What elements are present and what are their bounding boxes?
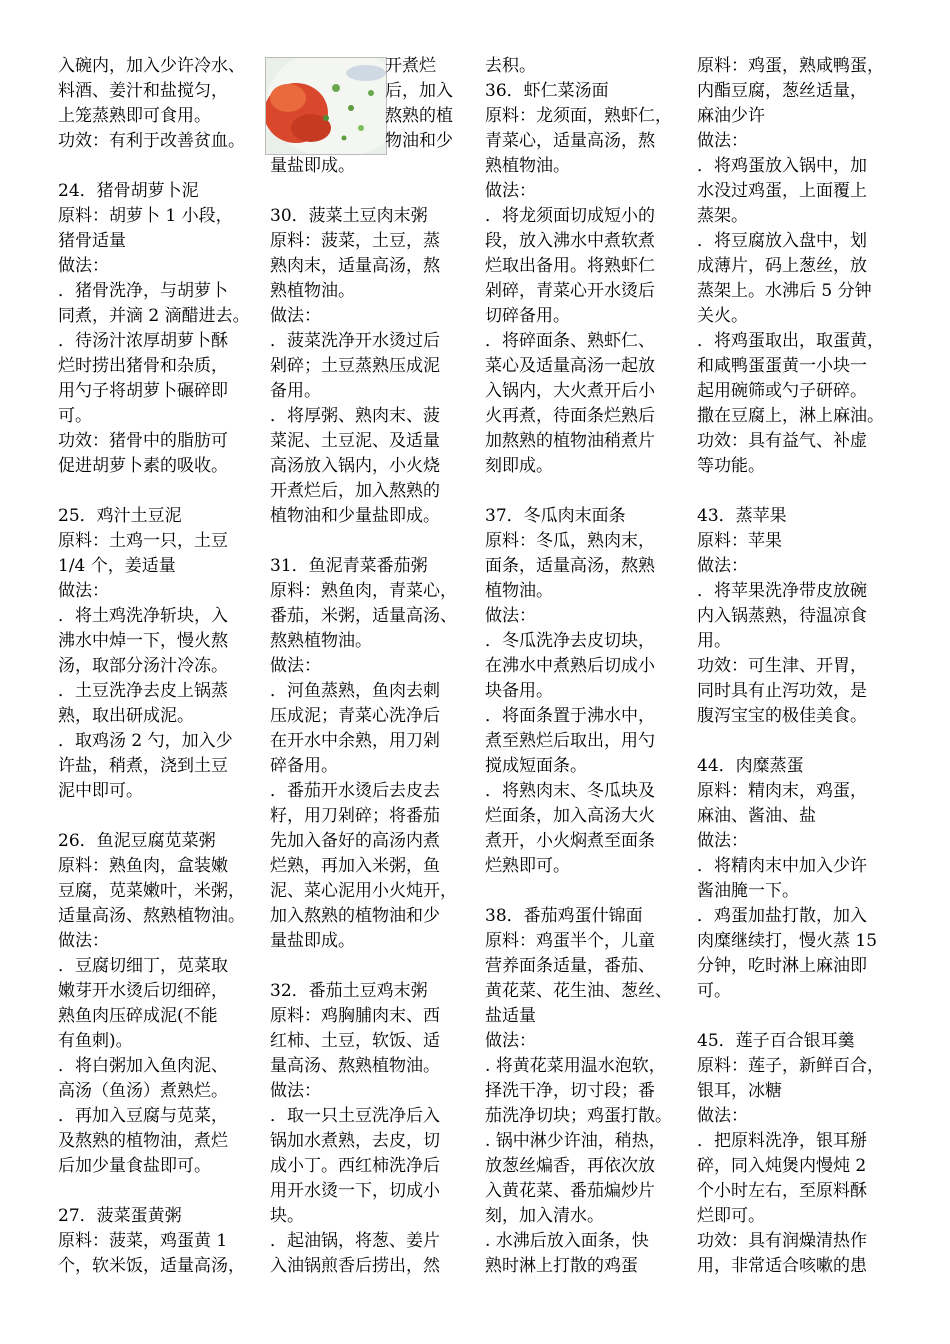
text-line: ．起油锅，将葱、姜片: [270, 1231, 440, 1251]
text-line: 豆腐，苋菜嫩叶，米粥，: [58, 881, 245, 901]
text-line: 内酯豆腐，葱丝适量，: [697, 81, 867, 101]
blank-line: [270, 179, 470, 204]
text-line: 内入锅蒸熟，待温凉食: [697, 606, 867, 626]
text-line: 水没过鸡蛋，上面覆上: [697, 181, 867, 201]
text-line: 45．莲子百合银耳羹: [697, 1031, 855, 1051]
text-line: ．将鸡蛋放入锅中，加: [697, 156, 867, 176]
text-line: 烂面条，加入高汤大火: [485, 806, 655, 826]
text-line: 及熬熟的植物油，煮烂: [58, 1131, 228, 1151]
text-line: 银耳，冰糖: [697, 1081, 782, 1101]
text-line: 37．冬瓜肉末面条: [485, 506, 626, 526]
text-line: 备用。: [270, 381, 321, 401]
text-line: 汤，取部分汤汁冷冻。: [58, 656, 228, 676]
text-line: 去积。: [485, 56, 536, 76]
text-line: 番茄，米粥，适量高汤、: [270, 606, 457, 626]
text-line: 30．菠菜土豆肉末粥: [270, 206, 428, 226]
text-line: ．将碎面条、熟虾仁、: [485, 331, 655, 351]
text-line: ．鸡蛋加盐打散，加入: [697, 906, 867, 926]
text-line: ．把原料洗净，银耳掰: [697, 1131, 867, 1151]
text-line: 38．番茄鸡蛋什锦面: [485, 906, 643, 926]
text-line: ．将白粥加入鱼肉泥、: [58, 1056, 228, 1076]
text-line: 高汤放入锅内，小火烧: [270, 456, 440, 476]
blank-line: [697, 1004, 897, 1029]
text-line: 植物油和少量盐即成。: [270, 506, 440, 526]
text-line: 熟肉末，适量高汤，熬: [270, 256, 440, 276]
text-line: ．待汤汁浓厚胡萝卜酥: [58, 331, 228, 351]
text-line: 剁碎，青菜心开水烫后: [485, 281, 655, 301]
text-line: 做法：: [270, 1081, 321, 1101]
text-line: 酱油腌一下。: [697, 881, 799, 901]
text-line: ．河鱼蒸熟，鱼肉去刺: [270, 681, 440, 701]
text-line: 原料：莲子，新鲜百合，: [697, 1056, 884, 1076]
text-line: 刻，加入清水。: [485, 1206, 604, 1226]
text-line: 菜泥、土豆泥、及适量: [270, 431, 440, 451]
text-line: 压成泥；青菜心洗净后: [270, 706, 440, 726]
text-line: ．将面条置于沸水中，: [485, 706, 655, 726]
text-line: 搅成短面条。: [485, 756, 587, 776]
text-line: 功效：具有益气、补虚: [697, 431, 867, 451]
text-line: 功效：可生津、开胃，: [697, 656, 867, 676]
blank-line: [58, 479, 258, 504]
text-line: 27．菠菜蛋黄粥: [58, 1206, 182, 1226]
text-line: 成小丁。西红柿洗净后: [270, 1156, 440, 1176]
text-column-3: [485, 54, 685, 1279]
text-line: 在沸水中煮熟后切成小: [485, 656, 655, 676]
text-line: 原料：胡萝卜 1 小段，: [58, 206, 233, 226]
text-line: 后加少量食盐即可。: [58, 1156, 211, 1176]
text-line: 用勺子将胡萝卜碾碎即: [58, 381, 228, 401]
text-line: 沸水中焯一下，慢火熬: [58, 631, 228, 651]
text-line: 原料：苹果: [697, 531, 782, 551]
text-line: 原料：土鸡一只，土豆: [58, 531, 228, 551]
text-line: 籽，用刀剁碎；将番茄: [270, 806, 440, 826]
text-line: . 锅中淋少许油，稍热，: [485, 1131, 666, 1151]
text-line: 做法：: [58, 581, 109, 601]
text-line: 原料：鸡蛋，熟咸鸭蛋，: [697, 56, 884, 76]
text-line: 加熬熟的植物油稍煮片: [485, 431, 655, 451]
text-line: 碎，同入炖煲内慢炖 2: [697, 1156, 867, 1176]
text-line: 个小时左右，至原料酥: [697, 1181, 867, 1201]
text-line: 做法：: [270, 306, 321, 326]
text-line: ．菠菜洗净开水烫过后: [270, 331, 440, 351]
text-line: 茄洗净切块；鸡蛋打散。: [485, 1106, 672, 1126]
text-line: 肉糜继续打，慢火蒸 15: [697, 931, 878, 951]
text-line: 原料：龙须面，熟虾仁，: [485, 106, 672, 126]
text-line: ．将苹果洗净带皮放碗: [697, 581, 867, 601]
text-line: 烂取出备用。将熟虾仁: [485, 256, 655, 276]
text-line: 段，放入沸水中煮软煮: [485, 231, 655, 251]
text-line: 24．猪骨胡萝卜泥: [58, 181, 199, 201]
text-line: 25．鸡汁土豆泥: [58, 506, 182, 526]
text-line: 营养面条适量，番茄、: [485, 956, 655, 976]
text-line: 做法：: [697, 1106, 748, 1126]
blank-line: [697, 729, 897, 754]
text-line: 原料：鸡蛋半个，儿童: [485, 931, 655, 951]
text-line: ．土豆洗净去皮上锅蒸: [58, 681, 228, 701]
text-line: 入碗内，加入少许冷水、: [58, 56, 245, 76]
text-line: 同时具有止泻功效，是: [697, 681, 867, 701]
text-line: 可。: [58, 406, 92, 426]
text-line: 上笼蒸熟即可食用。: [58, 106, 211, 126]
text-line: 做法：: [58, 931, 109, 951]
text-line: ．豆腐切细丁，苋菜取: [58, 956, 228, 976]
text-line: 做法：: [58, 256, 109, 276]
text-column-4: [697, 54, 897, 1279]
text-line: 植物油。: [485, 581, 553, 601]
text-line: 和咸鸭蛋蛋黄一小块一: [697, 356, 867, 376]
text-line: 料酒、姜汁和盐搅匀，: [58, 81, 228, 101]
text-line: 用，非常适合咳嗽的患: [697, 1256, 867, 1276]
text-line: 熬熟的植: [385, 106, 453, 126]
text-line: 高汤（鱼汤）煮熟烂。: [58, 1081, 228, 1101]
text-line: 开煮烂后，加入熬熟的: [270, 481, 440, 501]
text-line: 熬熟植物油。: [270, 631, 372, 651]
text-line: 可。: [697, 981, 731, 1001]
text-line: ．将鸡蛋取出，取蛋黄，: [697, 331, 884, 351]
text-line: 烂熟即可。: [485, 856, 570, 876]
blank-line: [58, 804, 258, 829]
text-line: 个，软米饭，适量高汤，: [58, 1256, 245, 1276]
text-line: 44．肉糜蒸蛋: [697, 756, 804, 776]
text-line: 适量高汤、熬熟植物油。: [58, 906, 245, 926]
text-line: 功效：具有润燥清热作: [697, 1231, 867, 1251]
text-line: ．猪骨洗净，与胡萝卜: [58, 281, 228, 301]
text-line: ．再加入豆腐与苋菜，: [58, 1106, 228, 1126]
text-line: 量盐即成。: [270, 156, 355, 176]
text-line: 量高汤、熬熟植物油。: [270, 1056, 440, 1076]
blank-line: [58, 1179, 258, 1204]
text-line: 块。: [270, 1206, 304, 1226]
text-line: 做法：: [270, 656, 321, 676]
text-line: 蒸架上。水沸后 5 分钟: [697, 281, 872, 301]
text-line: 做法：: [697, 131, 748, 151]
text-line: 1/4 个，姜适量: [58, 556, 176, 576]
text-line: 入锅内，大火煮开后小: [485, 381, 655, 401]
text-line: 泥中即可。: [58, 781, 143, 801]
text-line: 切碎备用。: [485, 306, 570, 326]
text-line: 31．鱼泥青菜番茄粥: [270, 556, 428, 576]
text-line: 择洗干净，切寸段；番: [485, 1081, 655, 1101]
text-line: 剁碎；土豆蒸熟压成泥: [270, 356, 440, 376]
text-line: 26．鱼泥豆腐苋菜粥: [58, 831, 216, 851]
text-line: 熟时淋上打散的鸡蛋: [485, 1256, 638, 1276]
text-line: 煮开，小火焖煮至面条: [485, 831, 655, 851]
text-line: 煮至熟烂后取出，用勺: [485, 731, 655, 751]
text-line: 成薄片，码上葱丝，放: [697, 256, 867, 276]
text-line: . 将黄花菜用温水泡软，: [485, 1056, 666, 1076]
blank-line: [270, 954, 470, 979]
text-line: 关火。: [697, 306, 748, 326]
text-line: 开煮烂: [385, 56, 436, 76]
text-line: 原料：精肉末，鸡蛋，: [697, 781, 867, 801]
text-line: 麻油、酱油、盐: [697, 806, 816, 826]
text-line: 做法：: [697, 556, 748, 576]
text-line: 等功能。: [697, 456, 765, 476]
blank-line: [697, 479, 897, 504]
text-line: 功效：有利于改善贫血。: [58, 131, 245, 151]
text-line: 功效：猪骨中的脂肪可: [58, 431, 228, 451]
text-line: 熟植物油。: [270, 281, 355, 301]
text-line: 盐适量: [485, 1006, 536, 1026]
text-line: ．将熟肉末、冬瓜块及: [485, 781, 655, 801]
text-line: 熟鱼肉压碎成泥(不能: [58, 1006, 218, 1026]
text-line: 烂即可。: [697, 1206, 765, 1226]
text-line: 麻油少许: [697, 106, 765, 126]
text-line: ．冬瓜洗净去皮切块，: [485, 631, 655, 651]
text-line: 锅加水煮熟，去皮，切: [270, 1131, 440, 1151]
text-line: 火再煮，待面条烂熟后: [485, 406, 655, 426]
text-line: 熟植物油。: [485, 156, 570, 176]
text-line: 做法：: [485, 606, 536, 626]
text-line: ．番茄开水烫后去皮去: [270, 781, 440, 801]
text-line: 许盐，稍煮，浇到土豆: [58, 756, 228, 776]
text-line: 起用碗筛或勺子研碎。: [697, 381, 867, 401]
text-line: 同煮，并滴 2 滴醋进去。: [58, 306, 250, 326]
blank-line: [485, 879, 685, 904]
text-line: 原料：熟鱼肉，盒装嫩: [58, 856, 228, 876]
text-line: 原料：菠菜，土豆，蒸: [270, 231, 440, 251]
text-line: 刻即成。: [485, 456, 553, 476]
text-line: 菜心及适量高汤一起放: [485, 356, 655, 376]
text-line: 黄花菜、花生油、葱丝、: [485, 981, 672, 1001]
text-line: 做法：: [697, 831, 748, 851]
text-line: ．取鸡汤 2 勺，加入少: [58, 731, 233, 751]
text-line: 分钟，吃时淋上麻油即: [697, 956, 867, 976]
text-line: 原料：冬瓜，熟肉末，: [485, 531, 655, 551]
text-line: ．将厚粥、熟肉末、菠: [270, 406, 440, 426]
text-line: 量盐即成。: [270, 931, 355, 951]
text-line: 泥、菜心泥用小火炖开，: [270, 881, 457, 901]
blank-line: [485, 479, 685, 504]
text-line: 面条，适量高汤，熬熟: [485, 556, 655, 576]
text-column-1: [58, 54, 258, 1279]
text-line: 原料：鸡胸脯肉末、西: [270, 1006, 440, 1026]
blank-line: [270, 529, 470, 554]
text-line: 原料：菠菜，鸡蛋黄 1: [58, 1231, 228, 1251]
text-line: 做法：: [485, 1031, 536, 1051]
text-line: ．取一只土豆洗净后入: [270, 1106, 440, 1126]
text-line: 腹泻宝宝的极佳美食。: [697, 706, 867, 726]
text-line: 蒸架。: [697, 206, 748, 226]
text-line: 有鱼刺)。: [58, 1031, 133, 1051]
text-line: . 水沸后放入面条，快: [485, 1231, 649, 1251]
text-line: 烂熟，再加入米粥，鱼: [270, 856, 440, 876]
text-line: 原料：熟鱼肉，青菜心，: [270, 581, 457, 601]
text-line: 32．番茄土豆鸡末粥: [270, 981, 428, 1001]
text-line: ．将龙须面切成短小的: [485, 206, 655, 226]
text-line: 促进胡萝卜素的吸收。: [58, 456, 228, 476]
text-line: 放葱丝煸香，再依次放: [485, 1156, 655, 1176]
text-line: 用。: [697, 631, 731, 651]
text-line: 熟，取出研成泥。: [58, 706, 194, 726]
text-line: 烂时捞出猪骨和杂质，: [58, 356, 228, 376]
text-line: ．将豆腐放入盘中，划: [697, 231, 867, 251]
text-line: 入黄花菜、番茄煸炒片: [485, 1181, 655, 1201]
text-line: 物油和少: [385, 131, 453, 151]
text-line: 后，加入: [385, 81, 453, 101]
text-line: ．将土鸡洗净斩块，入: [58, 606, 228, 626]
text-line: 块备用。: [485, 681, 553, 701]
text-line: 先加入备好的高汤内煮: [270, 831, 440, 851]
text-column-2: [270, 54, 470, 1279]
text-line: 入油锅煎香后捞出，然: [270, 1256, 440, 1276]
blank-line: [58, 154, 258, 179]
text-line: 做法：: [485, 181, 536, 201]
text-line: 撒在豆腐上，淋上麻油。: [697, 406, 884, 426]
text-line: 嫩芽开水烫后切细碎，: [58, 981, 228, 1001]
text-line: 用开水烫一下，切成小: [270, 1181, 440, 1201]
text-line: 36．虾仁菜汤面: [485, 81, 609, 101]
text-line: ．将精肉末中加入少许: [697, 856, 867, 876]
text-line: 加入熬熟的植物油和少: [270, 906, 440, 926]
text-line: 青菜心，适量高汤，熬: [485, 131, 655, 151]
text-line: 红柿、土豆，软饭、适: [270, 1031, 440, 1051]
text-line: 43．蒸苹果: [697, 506, 787, 526]
text-line: 在开水中余熟，用刀剁: [270, 731, 440, 751]
text-line: 碎备用。: [270, 756, 338, 776]
text-line: 猪骨适量: [58, 231, 126, 251]
